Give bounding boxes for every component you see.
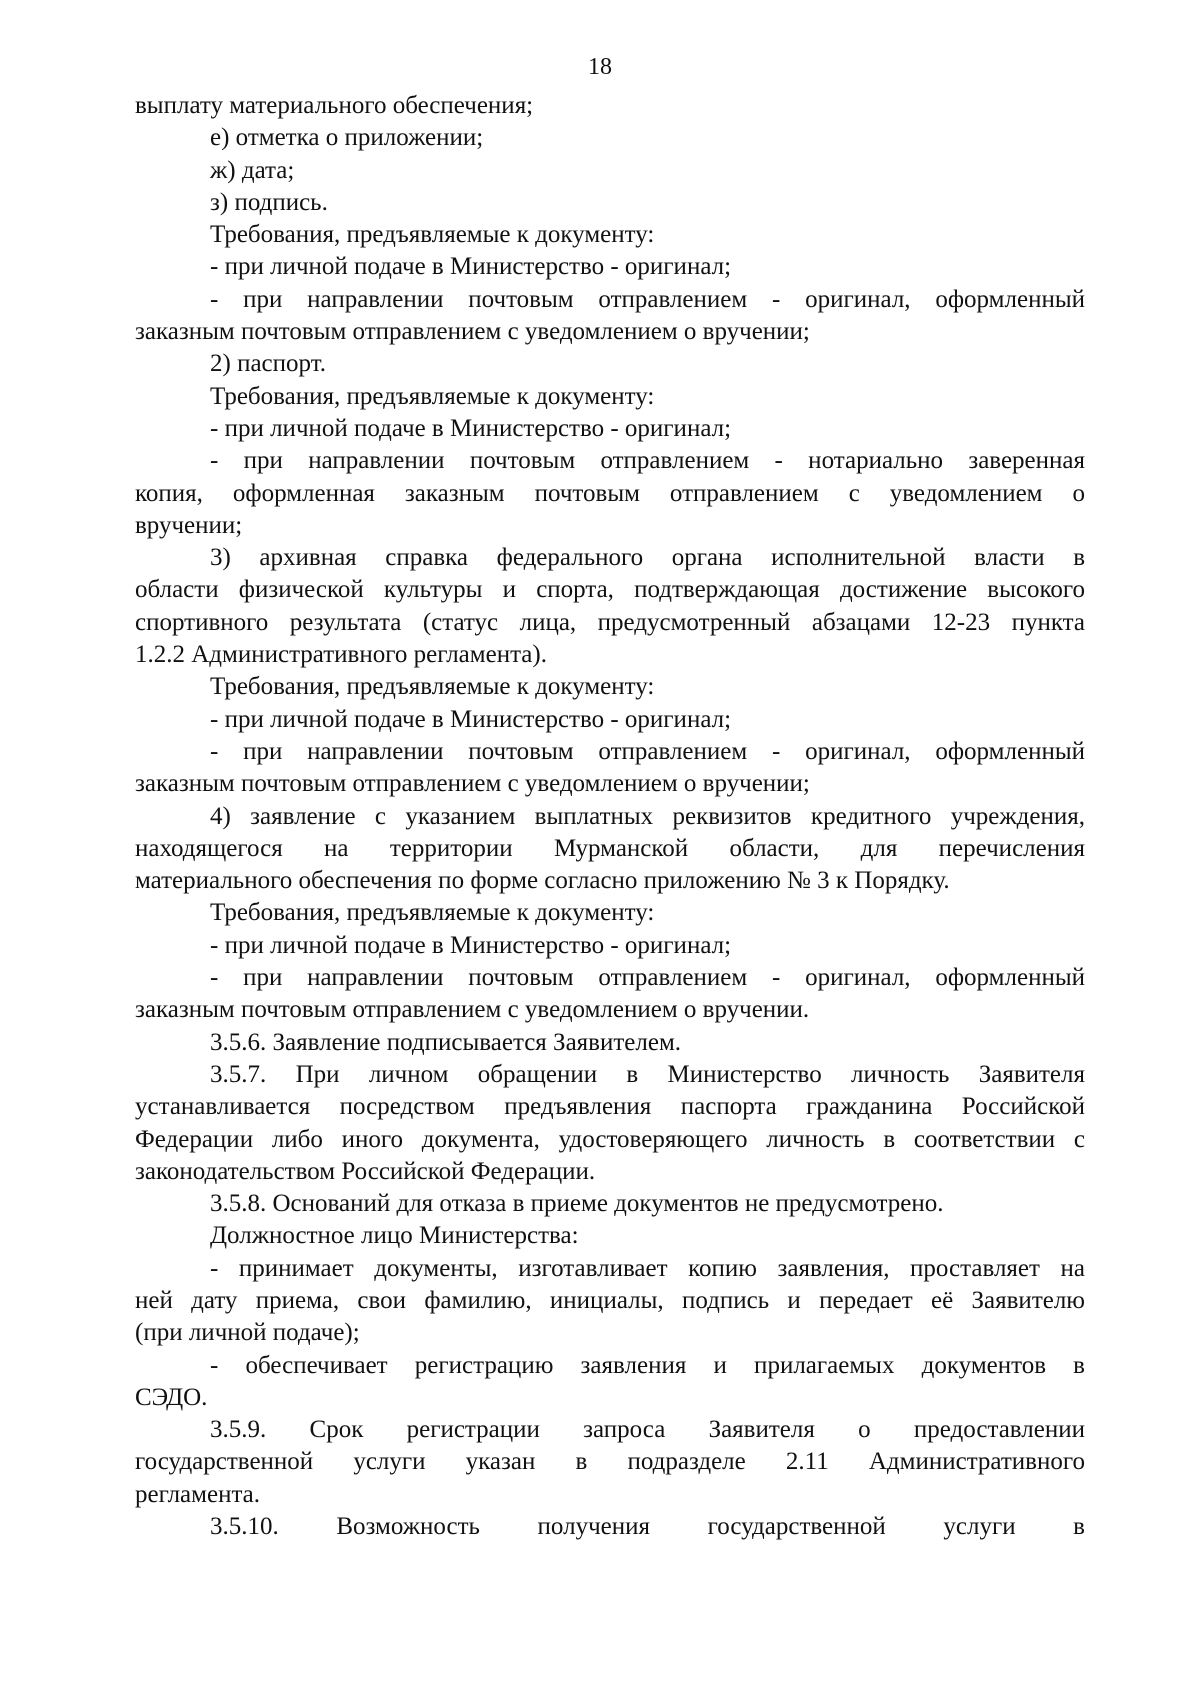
text-line: 3.5.10. Возможность получения государственной услуги в bbox=[210, 1513, 1085, 1541]
text-line: - обеспечивает регистрацию заявления и прилагаемых документов в bbox=[210, 1351, 1085, 1379]
text-line: Должностное лицо Министерства: bbox=[210, 1222, 579, 1250]
text-line: материального обеспечения по форме согласно приложению № 3 к Порядку. bbox=[135, 867, 950, 895]
text-line: - принимает документы, изготавливает копию заявления, проставляет на bbox=[210, 1254, 1085, 1282]
text-line: 1.2.2 Административного регламента). bbox=[135, 641, 547, 669]
text-line: - при направлении почтовым отправлением - оригинал, оформленный bbox=[210, 964, 1085, 992]
text-line: Федерации либо иного документа, удостоверяющего личность в соответствии с bbox=[135, 1125, 1085, 1153]
text-line: вручении; bbox=[135, 511, 243, 539]
text-line: 3.5.8. Оснований для отказа в приеме документов не предусмотрено. bbox=[210, 1190, 944, 1218]
document-body bbox=[135, 90, 1085, 1543]
text-line: 3) архивная справка федерального органа исполнительной власти в bbox=[210, 544, 1085, 572]
text-line: 3.5.7. При личном обращении в Министерство личность Заявителя bbox=[210, 1060, 1085, 1088]
text-line: - при личной подаче в Министерство - оригинал; bbox=[210, 705, 732, 733]
text-line: - при личной подаче в Министерство - оригинал; bbox=[210, 931, 732, 959]
text-line: находящегося на территории Мурманской области, для перечисления bbox=[135, 834, 1085, 862]
text-line: - при направлении почтовым отправлением - оригинал, оформленный bbox=[210, 285, 1085, 313]
page-number: 18 bbox=[588, 54, 612, 80]
text-line: законодательством Российской Федерации. bbox=[135, 1157, 596, 1185]
text-line: - при личной подаче в Министерство - оригинал; bbox=[210, 414, 732, 442]
text-line: заказным почтовым отправлением с уведомлением о вручении. bbox=[135, 996, 810, 1024]
text-line: ней дату приема, свои фамилию, инициалы, подпись и передает её Заявителю bbox=[135, 1286, 1085, 1314]
text-line: (при личной подаче); bbox=[135, 1319, 360, 1347]
text-line: государственной услуги указан в подразделе 2.11 Административного bbox=[135, 1448, 1085, 1476]
text-line: е) отметка о приложении; bbox=[210, 124, 484, 152]
text-line: - при личной подаче в Министерство - оригинал; bbox=[210, 253, 732, 281]
text-line: Требования, предъявляемые к документу: bbox=[210, 221, 655, 249]
text-line: выплату материального обеспечения; bbox=[135, 92, 534, 119]
text-line: регламента. bbox=[135, 1480, 261, 1508]
text-line: 3.5.6. Заявление подписывается Заявителем. bbox=[210, 1028, 682, 1056]
text-line: СЭДО. bbox=[135, 1383, 208, 1411]
text-line: копия, оформленная заказным почтовым отправлением с уведомлением о bbox=[135, 479, 1085, 507]
text-line: з) подпись. bbox=[210, 188, 328, 216]
text-line: ж) дата; bbox=[210, 156, 295, 184]
text-line: - при направлении почтовым отправлением - нотариально заверенная bbox=[210, 447, 1085, 475]
text-line: области физической культуры и спорта, подтверждающая достижение высокого bbox=[135, 576, 1085, 604]
text-line: устанавливается посредством предъявления паспорта гражданина Российской bbox=[135, 1093, 1085, 1121]
text-line: спортивного результата (статус лица, предусмотренный абзацами 12-23 пункта bbox=[135, 608, 1085, 636]
text-line: заказным почтовым отправлением с уведомлением о вручении; bbox=[135, 318, 810, 346]
text-line: 4) заявление с указанием выплатных реквизитов кредитного учреждения, bbox=[210, 802, 1085, 830]
text-line: Требования, предъявляемые к документу: bbox=[210, 382, 655, 410]
text-line: Требования, предъявляемые к документу: bbox=[210, 673, 655, 701]
text-line: Требования, предъявляемые к документу: bbox=[210, 899, 655, 927]
text-line: заказным почтовым отправлением с уведомлением о вручении; bbox=[135, 770, 810, 798]
text-line: - при направлении почтовым отправлением - оригинал, оформленный bbox=[210, 737, 1085, 765]
text-line: 2) паспорт. bbox=[210, 350, 326, 378]
text-line: 3.5.9. Срок регистрации запроса Заявителя о предоставлении bbox=[210, 1416, 1085, 1444]
